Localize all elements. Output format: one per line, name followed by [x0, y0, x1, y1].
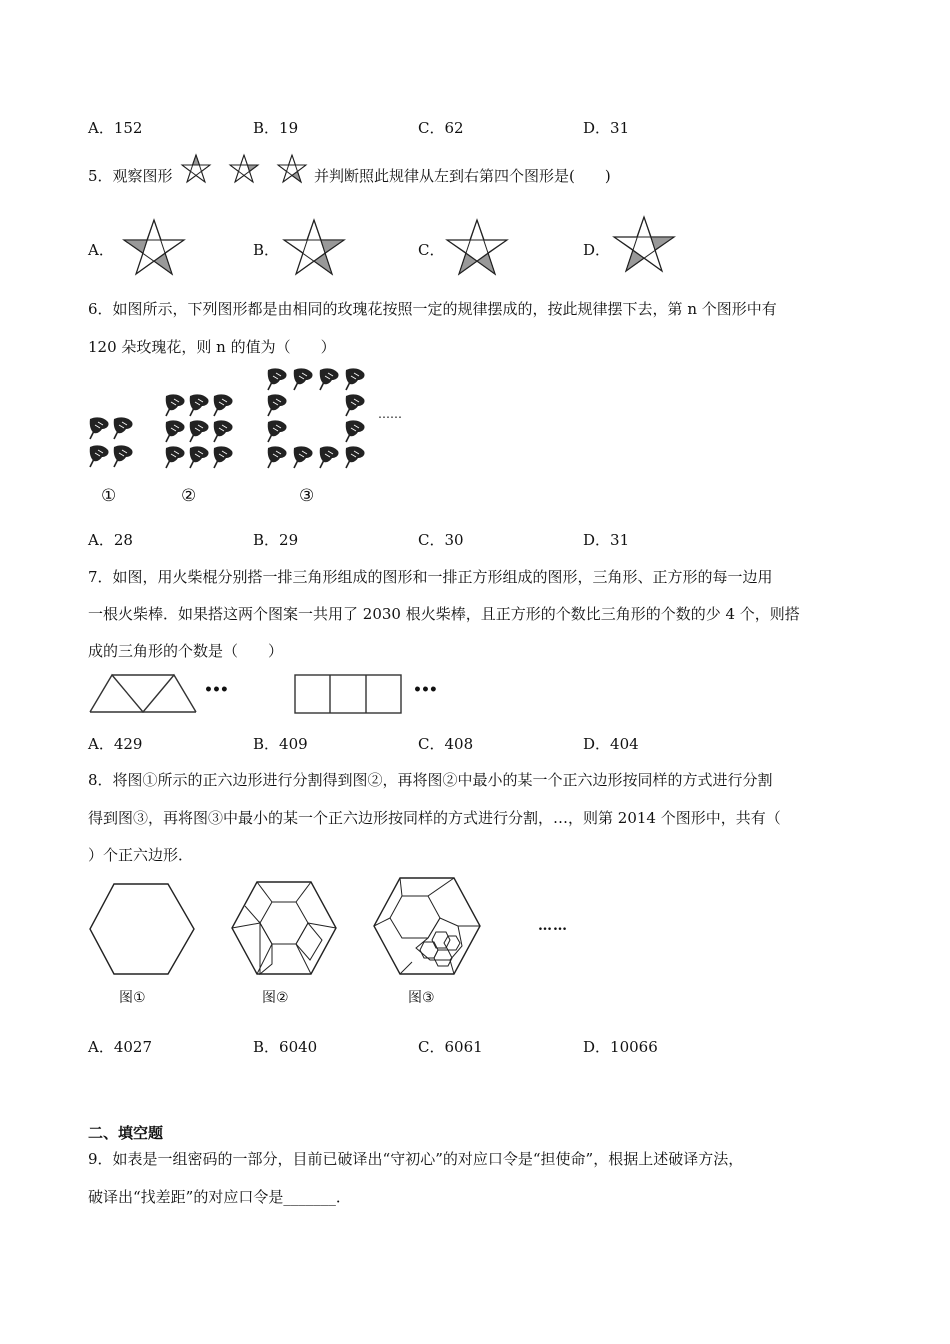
q5-star-sequence — [180, 152, 310, 186]
q8-caption-1: 图① — [119, 990, 146, 1006]
q4-option-a: A．152 — [88, 119, 143, 137]
q7-option-c: C．408 — [418, 735, 474, 753]
q6-line-1: 6．如图所示，下列图形都是由相同的玫瑰花按照一定的规律摆成的，按此规律摆下去，第 n 个图形中有 — [88, 300, 777, 318]
q8-line-2: 得到图③，再将图③中最小的某一个正六边形按同样的方式进行分割，…，则第 2014 个图形中，共有（ — [88, 809, 781, 827]
q7-line-1: 7．如图，用火柴棍分别搭一排三角形组成的图形和一排正方形组成的图形，三角形、正方形的每一边用 — [88, 568, 773, 586]
q7-option-b: B．409 — [253, 735, 308, 753]
q6-rose-figures — [80, 362, 420, 472]
q6-caption-1: ① — [101, 486, 117, 506]
q8-option-c: C．6061 — [418, 1038, 483, 1056]
q8-option-a: A．4027 — [88, 1038, 153, 1056]
q8-line-1: 8．将图①所示的正六边形进行分割得到图②，再将图②中最小的某一个正六边形按同样的方式进行分割 — [88, 771, 773, 789]
star-1 — [182, 155, 210, 182]
q5-prefix: 5．观察图形 — [88, 167, 173, 185]
q8-caption-2: 图② — [262, 990, 289, 1006]
q8-hexagon-figure-2 — [230, 880, 338, 976]
q5-option-d-star — [612, 215, 676, 273]
q6-line-2: 120 朵玫瑰花，则 n 的值为（ ） — [88, 338, 336, 356]
q8-hexagon-figure-1 — [88, 882, 196, 976]
q8-ellipsis: …… — [538, 918, 568, 934]
q7-dots-1: ••• — [204, 682, 228, 698]
q8-option-d: D．10066 — [583, 1038, 658, 1056]
q8-line-3: ）个正六边形． — [88, 846, 194, 864]
q5-suffix: 并判断照此规律从左到右第四个图形是( ) — [314, 167, 611, 185]
q6-option-a: A．28 — [88, 531, 133, 549]
q5-option-a-label: A． — [88, 241, 114, 259]
q7-triangle-row — [88, 672, 200, 716]
section-heading-fill-blank: 二、填空题 — [88, 1124, 164, 1142]
q7-square-row — [293, 672, 405, 716]
q7-line-2: 一根火柴棒．如果搭这两个图案一共用了 2030 根火柴棒，且正方形的个数比三角形的个数的少 4 个，则搭 — [88, 605, 800, 623]
q5-option-c-label: C． — [418, 241, 445, 259]
q4-option-b: B．19 — [253, 119, 299, 137]
q9-line-2: 破译出“找差距”的对应口令是_______． — [88, 1188, 351, 1206]
q9-line-1: 9．如表是一组密码的一部分，目前已破译出“守初心”的对应口令是“担使命”，根据上述破译方法， — [88, 1150, 744, 1168]
q6-option-c: C．30 — [418, 531, 464, 549]
q4-option-c: C．62 — [418, 119, 464, 137]
star-2 — [230, 155, 258, 182]
q7-dots-2: ••• — [413, 682, 437, 698]
q6-caption-2: ② — [181, 486, 197, 506]
q7-line-3: 成的三角形的个数是（ ） — [88, 642, 284, 660]
q4-option-d: D．31 — [583, 119, 630, 137]
q5-option-b-label: B． — [253, 241, 280, 259]
q6-option-d: D．31 — [583, 531, 630, 549]
star-3 — [278, 155, 306, 182]
q8-hexagon-figure-3 — [372, 876, 482, 976]
q5-option-b-star — [282, 218, 346, 276]
q7-option-a: A．429 — [88, 735, 143, 753]
q5-option-d-label: D． — [583, 241, 611, 259]
q6-caption-3: ③ — [299, 486, 315, 506]
q8-caption-3: 图③ — [408, 990, 435, 1006]
q5-option-c-star — [445, 218, 509, 276]
q6-ellipsis: …… — [378, 407, 402, 421]
q8-option-b: B．6040 — [253, 1038, 318, 1056]
q7-option-d: D．404 — [583, 735, 639, 753]
q5-option-a-star — [122, 218, 186, 276]
q6-option-b: B．29 — [253, 531, 299, 549]
